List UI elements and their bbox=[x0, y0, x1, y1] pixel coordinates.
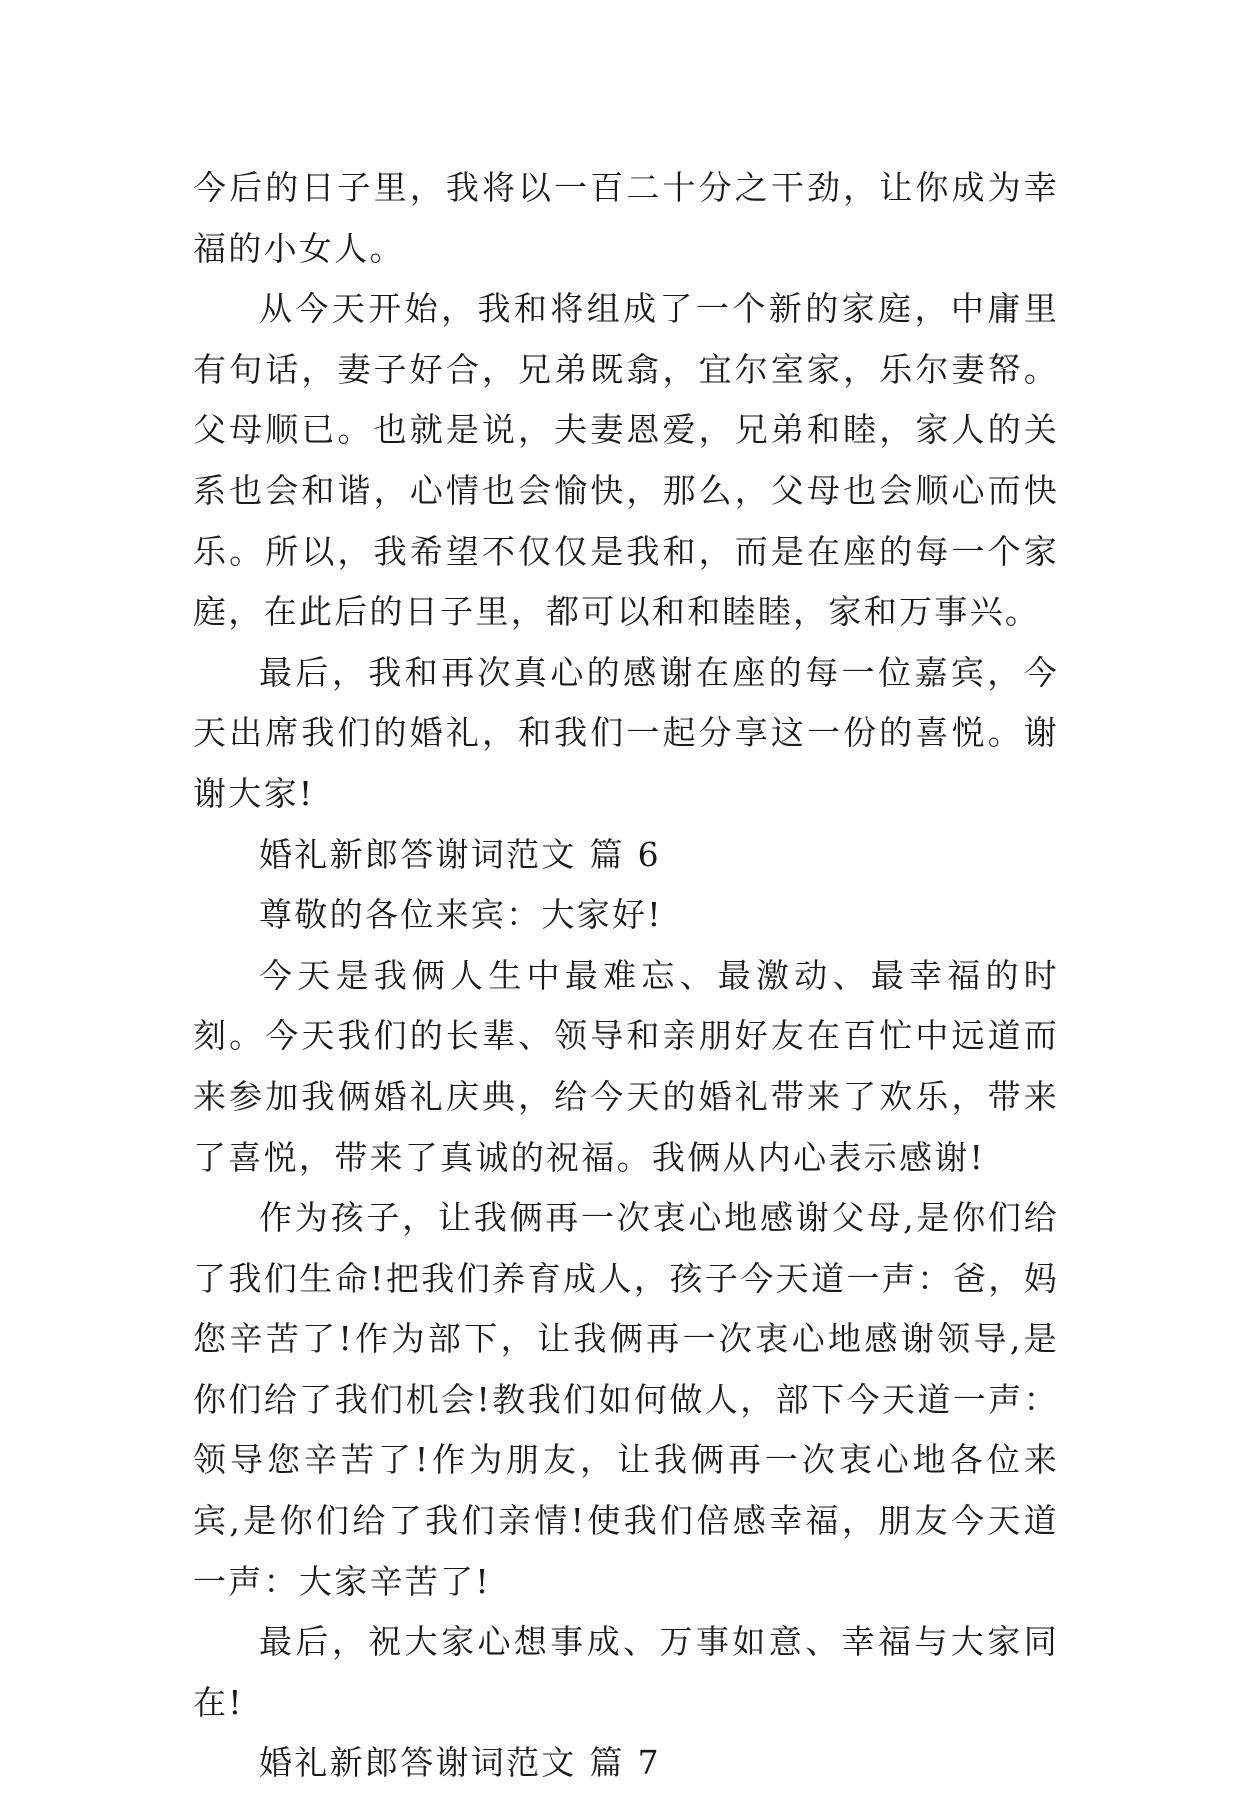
paragraph-final-wishes: 最后，祝大家心想事成、万事如意、幸福与大家同在! bbox=[193, 1622, 1059, 1722]
paragraph-memorable-day: 今天是我俩人生中最难忘、最激动、最幸福的时刻。今天我们的长辈、领导和亲朋好友在百忙中远道而来参加我俩婚礼庆典，给今天的婚礼带来了欢乐，带来了喜悦，带来了真诚的祝福。我俩从内心表示感谢! bbox=[193, 955, 1059, 1177]
section-heading-6: 婚礼新郎答谢词范文 篇 6 bbox=[259, 834, 661, 874]
paragraph-new-family: 从今天开始，我和将组成了一个新的家庭，中庸里有句话，妻子好合，兄弟既翕，宜尔室家，乐尔妻帑。父母顺已。也就是说，夫妻恩爱，兄弟和睦，家人的关系也会和谐，心情也会愉快，那么，父母也会顺心而快乐。所以，我希望不仅仅是我和，而是在座的每一个家庭，在此后的日子里，都可以和和睦睦，家和万事兴。 bbox=[193, 289, 1059, 632]
section-heading-7: 婚礼新郎答谢词范文 篇 7 bbox=[259, 1743, 661, 1783]
salutation: 尊敬的各位来宾：大家好! bbox=[259, 895, 663, 935]
paragraph-closing-thanks: 最后，我和再次真心的感谢在座的每一位嘉宾，今天出席我们的婚礼，和我们一起分享这一份的喜悦。谢谢大家! bbox=[193, 652, 1059, 813]
paragraph-gratitude: 作为孩子，让我俩再一次衷心地感谢父母,是你们给了我们生命!把我们养育成人，孩子今天道一声：爸，妈您辛苦了!作为部下，让我俩再一次衷心地感谢领导,是你们给了我们机会!教我们如何做人，部下今天道一声：领导您辛苦了!作为朋友，让我俩再一次衷心地各位来宾,是你们给了我们亲情!使我们倍感幸福，朋友今天道一声：大家辛苦了! bbox=[193, 1198, 1059, 1601]
document-body bbox=[193, 158, 1059, 1794]
paragraph-continuation: 今后的日子里，我将以一百二十分之干劲，让你成为幸福的小女人。 bbox=[193, 168, 1059, 268]
